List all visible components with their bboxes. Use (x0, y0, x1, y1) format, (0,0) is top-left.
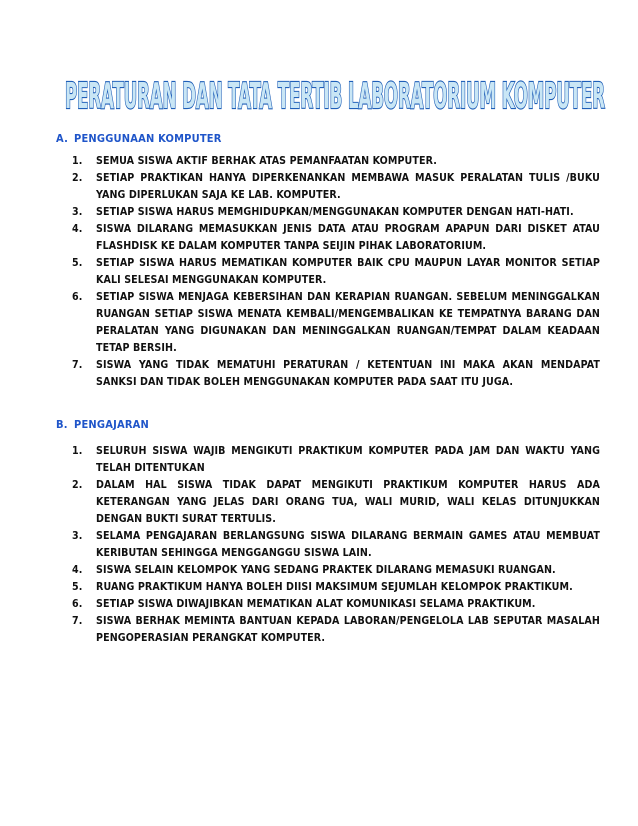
item-text: SELURUH SISWA WAJIB MENGIKUTI PRAKTIKUM KOMPUTER PADA JAM DAN WAKTU YANG TELAH DITENTUKAN (96, 445, 600, 474)
list-item (72, 221, 600, 255)
item-text: SELAMA PENGAJARAN BERLANGSUNG SISWA DILARANG BERMAIN GAMES ATAU MEMBUAT KERIBUTAN SEHINGGA MENGGANGGU SISWA LAIN. (96, 530, 600, 559)
section-b-title: PENGAJARAN (74, 418, 149, 431)
section-a-list (72, 153, 600, 391)
list-item (72, 204, 600, 221)
list-item (72, 477, 600, 528)
list-item (72, 579, 600, 596)
item-text: SETIAP SISWA HARUS MEMGHIDUPKAN/MENGGUNAKAN KOMPUTER DENGAN HATI-HATI. (96, 206, 574, 218)
list-item (72, 357, 600, 391)
item-text: SETIAP PRAKTIKAN HANYA DIPERKENANKAN MEMBAWA MASUK PERALATAN TULIS /BUKU YANG DIPERLUKAN SAJA KE LAB. KOMPUTER. (96, 172, 600, 201)
section-a-title: PENGGUNAAN KOMPUTER (74, 132, 222, 145)
section-b-list (72, 443, 600, 647)
document-title (60, 68, 610, 116)
item-text: SISWA BERHAK MEMINTA BANTUAN KEPADA LABORAN/PENGELOLA LAB SEPUTAR MASALAH PENGOPERASIAN PERANGKAT KOMPUTER. (96, 615, 600, 644)
item-number: 3. (72, 530, 83, 542)
item-number: 7. (72, 615, 83, 627)
item-number: 2. (72, 479, 83, 491)
item-text: SETIAP SISWA HARUS MEMATIKAN KOMPUTER BAIK CPU MAUPUN LAYAR MONITOR SETIAP KALI SELESAI MENGGUNAKAN KOMPUTER. (96, 257, 600, 286)
list-item (72, 562, 600, 579)
item-number: 7. (72, 359, 83, 371)
section-b-heading (56, 418, 149, 431)
item-number: 5. (72, 257, 83, 269)
list-item (72, 170, 600, 204)
item-number: 6. (72, 291, 83, 303)
item-number: 2. (72, 172, 83, 184)
item-text: RUANG PRAKTIKUM HANYA BOLEH DIISI MAKSIMUM SEJUMLAH KELOMPOK PRAKTIKUM. (96, 581, 573, 593)
item-number: 5. (72, 581, 83, 593)
list-item (72, 528, 600, 562)
list-item (72, 596, 600, 613)
section-b-marker: B. (56, 418, 68, 431)
item-text: SISWA YANG TIDAK MEMATUHI PERATURAN / KETENTUAN INI MAKA AKAN MENDAPAT SANKSI DAN TIDAK BOLEH MENGGUNAKAN KOMPUTER PADA SAAT ITU JUGA. (96, 359, 600, 388)
item-number: 4. (72, 223, 83, 235)
title-wordart (60, 68, 610, 116)
item-text: SISWA DILARANG MEMASUKKAN JENIS DATA ATAU PROGRAM APAPUN DARI DISKET ATAU FLASHDISK KE DALAM KOMPUTER TANPA SEIJIN PIHAK LABORATORIUM. (96, 223, 600, 252)
item-number: 1. (72, 155, 83, 167)
section-a-marker: A. (56, 132, 69, 145)
list-item (72, 153, 600, 170)
item-text: SETIAP SISWA MENJAGA KEBERSIHAN DAN KERAPIAN RUANGAN. SEBELUM MENINGGALKAN RUANGAN SETIAP SISWA MENATA KEMBALI/MENGEMBALIKAN KE TEMPATNYA BARANG DAN PERALATAN YANG DIGUNAKAN DAN MENINGGALKAN RUANGAN/TEMPAT DALAM KEADAAN TETAP BERSIH. (96, 291, 600, 354)
item-text: SISWA SELAIN KELOMPOK YANG SEDANG PRAKTEK DILARANG MEMASUKI RUANGAN. (96, 564, 556, 576)
item-number: 1. (72, 445, 83, 457)
item-text: SEMUA SISWA AKTIF BERHAK ATAS PEMANFAATAN KOMPUTER. (96, 155, 437, 167)
list-item (72, 255, 600, 289)
title-text: PERATURAN DAN TATA TERTIB LABORATORIUM KOMPUTER (65, 76, 606, 116)
list-item (72, 289, 600, 357)
section-a-heading (56, 132, 222, 145)
item-number: 4. (72, 564, 83, 576)
list-item (72, 443, 600, 477)
list-item (72, 613, 600, 647)
item-text: DALAM HAL SISWA TIDAK DAPAT MENGIKUTI PRAKTIKUM KOMPUTER HARUS ADA KETERANGAN YANG JELAS DARI ORANG TUA, WALI MURID, WALI KELAS DITUNJUKKAN DENGAN BUKTI SURAT TERTULIS. (96, 479, 600, 525)
item-number: 3. (72, 206, 83, 218)
item-text: SETIAP SISWA DIWAJIBKAN MEMATIKAN ALAT KOMUNIKASI SELAMA PRAKTIKUM. (96, 598, 536, 610)
item-number: 6. (72, 598, 83, 610)
